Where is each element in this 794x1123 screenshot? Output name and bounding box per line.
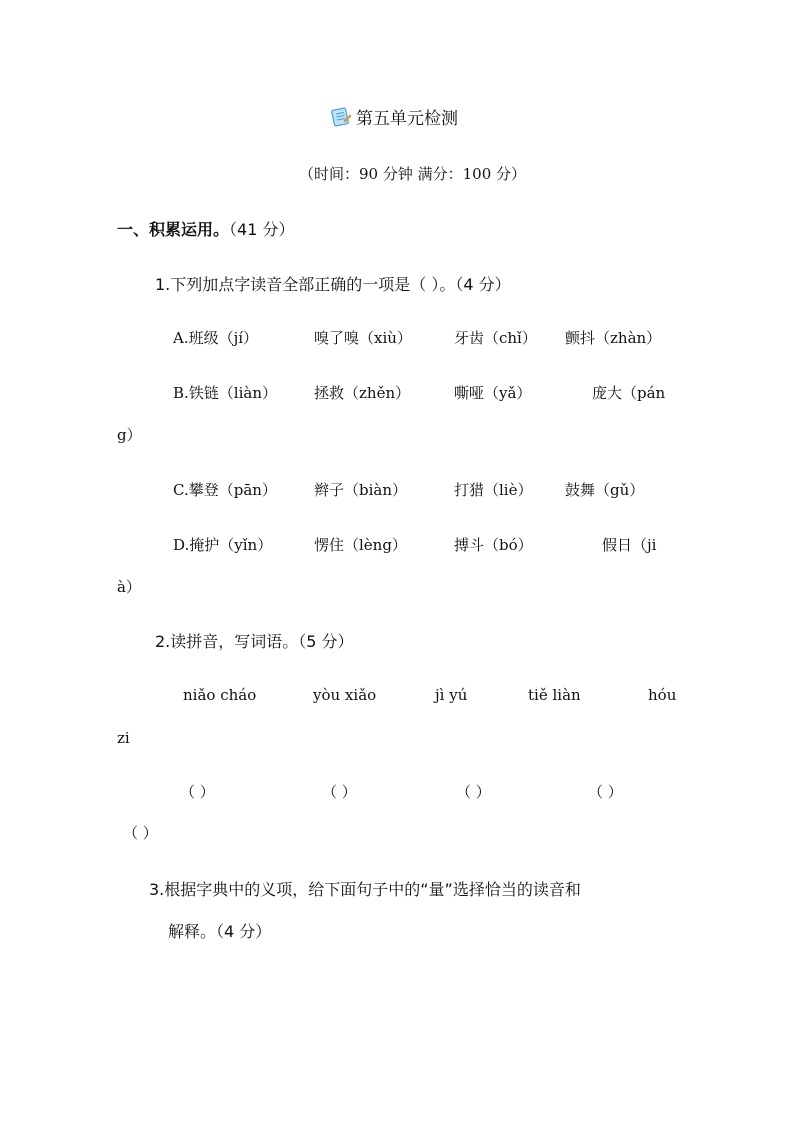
option-d [173,534,272,555]
option-item: 愣住（lèng） [314,536,407,554]
question-1-prompt: 1.下列加点字读音全部正确的一项是（ ）。（4 分） [155,275,511,294]
question-3-prompt: 3.根据字典中的义项，给下面句子中的“量”选择恰当的读音和 [149,880,581,899]
exam-info: （时间：90 分钟 满分：100 分） [299,165,527,183]
option-wrap: à） [117,578,141,596]
page-title [330,104,458,129]
option-item: 打猎（liè） [454,481,533,499]
section-score: （41 分） [229,220,295,239]
section-heading [117,217,294,240]
answer-blank[interactable]: （ ） [456,783,491,801]
option-item: 鼓舞（gǔ） [565,481,645,499]
option-label: B. [173,384,189,402]
answer-blank[interactable]: （ ） [180,783,215,801]
option-item: 颤抖（zhàn） [565,329,662,347]
option-b [173,382,277,403]
title-text: 第五单元检测 [356,109,458,129]
option-item: 嗅了嗅（xiù） [314,329,412,347]
option-item: 搏斗（bó） [454,536,533,554]
section-title: 一、积累运用。 [117,220,230,239]
option-label: D. [173,536,190,554]
question-2-prompt: 2.读拼音，写词语。（5 分） [155,632,354,651]
option-item: 嘶哑（yǎ） [454,384,532,402]
option-label: C. [173,481,189,499]
option-item: 牙齿（chǐ） [454,329,537,347]
answer-blank[interactable]: （ ） [123,824,158,842]
option-label: A. [173,329,189,347]
option-item: 掩护（yǐn） [189,536,273,554]
pinyin-word: jì yú [435,686,468,704]
option-item: 攀登（pān） [188,481,277,499]
option-item: 铁链（liàn） [188,384,277,402]
pinyin-word: hóu [648,686,677,704]
option-a [173,327,258,348]
option-item: 拯救（zhěn） [314,384,411,402]
pinyin-word: tiě liàn [528,686,581,704]
option-item: 假日（ji [602,536,657,554]
option-item: 班级（jí） [188,329,259,347]
answer-blank[interactable]: （ ） [322,783,357,801]
answer-blank[interactable]: （ ） [588,783,623,801]
option-c [173,479,277,500]
pinyin-word: yòu xiǎo [313,686,377,704]
pinyin-wrap: zi [117,729,130,747]
option-item: 庞大（pán [592,384,666,402]
pinyin-word: niǎo cháo [183,686,257,704]
question-3-prompt-cont: 解释。（4 分） [168,922,272,941]
notepad-icon [330,106,352,128]
option-wrap: g） [117,426,142,444]
option-item: 辫子（biàn） [314,481,408,499]
